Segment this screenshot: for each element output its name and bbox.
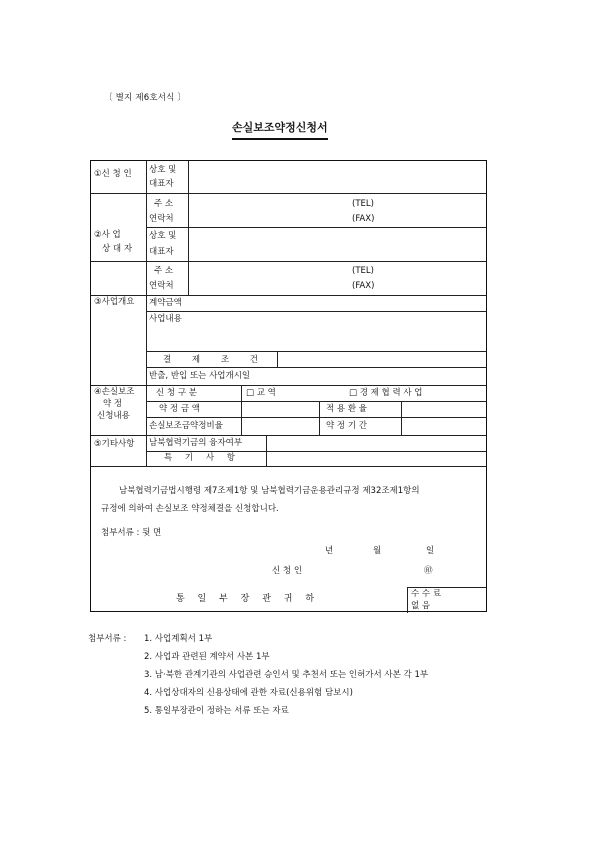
recipient-label: 통 일 부 장 관 귀 하 <box>176 594 320 604</box>
partner-address-label: 주 소 <box>154 266 174 276</box>
business-section-label: ③사업개요 <box>94 297 135 307</box>
partner-section-label: ②사 업 <box>94 230 121 240</box>
other-section-label: ⑤기타사항 <box>94 439 135 449</box>
applicant-representative-label: 대표자 <box>149 179 174 189</box>
application-form <box>90 160 487 612</box>
economic-cooperation-option-checkbox[interactable]: □ 경 제 협 력 사 업 <box>349 388 423 398</box>
statement-line-1: 남북협력기금법시행령 제7조제1항 및 남북협력기금운용관리규정 제32조제1항의 <box>119 486 420 496</box>
applicant-name-label: 상호 및 <box>149 165 177 175</box>
partner-name-label: 상호 및 <box>149 231 177 241</box>
exchange-rate-label: 적 용 환 율 <box>326 404 367 414</box>
applicant-contact-label: 연락처 <box>149 214 174 224</box>
applicant-tel-label: (TEL) <box>352 199 374 209</box>
special-notes-label: 특 기 사 항 <box>164 453 240 463</box>
agreement-amount-label: 약 정 금 액 <box>159 404 200 414</box>
list-item: 2. 사업과 관련된 계약서 사본 1부 <box>144 652 270 662</box>
applicant-sign-label: 신 청 인 <box>272 566 303 576</box>
attachment-note: 첨부서류 : 뒷 면 <box>101 528 162 538</box>
partner-section-label-2: 상 대 자 <box>102 244 133 254</box>
partner-fax-label: (FAX) <box>352 281 375 291</box>
contract-amount-label: 계약금액 <box>149 298 182 308</box>
loss-subsidy-section-label-3: 신청내용 <box>97 411 130 421</box>
loss-subsidy-section-label-2: 약 정 <box>103 399 123 409</box>
statement-line-2: 규정에 의하여 손실보조 약정체결을 신청합니다. <box>101 504 279 514</box>
attachments-heading: 첨부서류 : <box>88 634 127 644</box>
application-category-label: 신 청 구 분 <box>156 388 197 398</box>
partner-contact-label: 연락처 <box>149 281 174 291</box>
delivery-start-label: 반출, 반입 또는 사업개시일 <box>149 371 251 381</box>
seal-mark: ㊞ <box>424 566 433 576</box>
list-item: 1. 사업계획서 1부 <box>144 634 213 644</box>
applicant-fax-label: (FAX) <box>352 214 375 224</box>
date-day-label: 일 <box>426 546 435 556</box>
exchange-option-checkbox[interactable]: □ 교 역 <box>246 388 276 398</box>
loss-subsidy-section-label: ④손실보조 <box>94 387 135 397</box>
applicant-address-label: 주 소 <box>154 199 174 209</box>
date-month-label: 월 <box>373 546 382 556</box>
fee-label: 수 수 료 <box>411 589 442 599</box>
fund-use-label: 남북협력기금의 융자여부 <box>149 438 243 448</box>
list-item: 5. 통일부장관이 정하는 서류 또는 자료 <box>144 706 289 716</box>
subsidy-ratio-label: 손실보조금약정비율 <box>149 421 223 431</box>
form-number-label: 〔 별지 제6호서식 〕 <box>104 93 187 103</box>
date-year-label: 년 <box>325 546 334 556</box>
fee-value: 없 음 <box>411 601 431 611</box>
list-item: 3. 남·북한 관계기관의 사업관련 승인서 및 추천서 또는 인허가서 사본 각 1부 <box>144 670 429 680</box>
partner-tel-label: (TEL) <box>352 266 374 276</box>
business-content-label: 사업내용 <box>149 314 182 324</box>
payment-terms-label: 결 제 조 건 <box>163 355 267 365</box>
list-item: 4. 사업상대자의 신용상태에 관한 자료(신용위험 담보시) <box>144 688 353 698</box>
document-title: 손실보조약정신청서 <box>232 119 328 140</box>
applicant-section-label: ①신 청 인 <box>94 169 132 179</box>
partner-representative-label: 대표자 <box>149 247 174 257</box>
agreement-period-label: 약 정 기 간 <box>326 421 367 431</box>
